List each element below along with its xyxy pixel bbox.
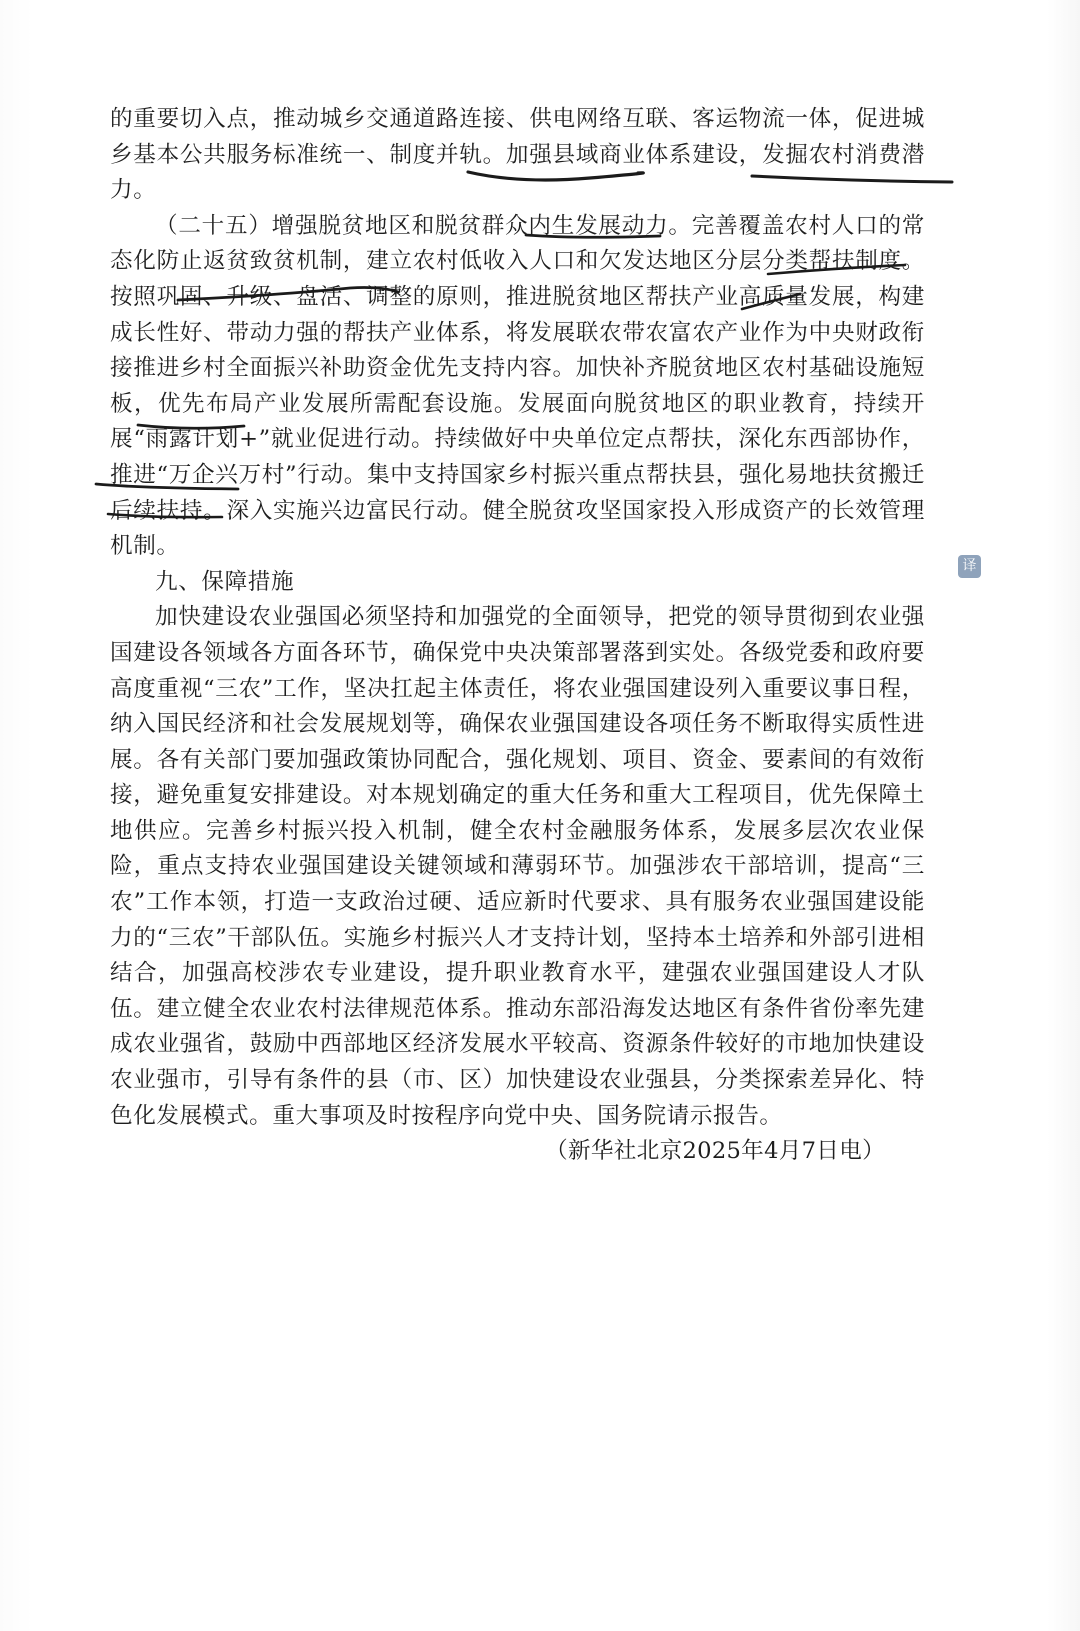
document-body: [110, 102, 925, 1170]
paragraph-safeguards: 加快建设农业强国必须坚持和加强党的全面领导，把党的领导贯彻到农业强国建设各领域各方面各环节，确保党中央决策部署落到实处。各级党委和政府要高度重视“三农”工作，坚决扛起主体责任，将农业强国建设列入重要议事日程，纳入国民经济和社会发展规划等，确保农业强国建设各项任务不断取得实质性进展。各有关部门要加强政策协同配合，强化规划、项目、资金、要素间的有效衔接，避免重复安排建设。对本规划确定的重大任务和重大工程项目，优先保障土地供应。完善乡村振兴投入机制，健全农村金融服务体系，发展多层次农业保险，重点支持农业强国建设关键领域和薄弱环节。加强涉农干部培训，提高“三农”工作本领，打造一支政治过硬、适应新时代要求、具有服务农业强国建设能力的“三农”干部队伍。实施乡村振兴人才支持计划，坚持本土培养和外部引进相结合，加强高校涉农专业建设，提升职业教育水平，建强农业强国建设人才队伍。建立健全农业农村法律规范体系。推动东部沿海发达地区有条件省份率先建成农业强省，鼓励中西部地区经济发展水平较高、资源条件较好的市地加快建设农业强市，引导有条件的县（市、区）加快建设农业强县，分类探索差异化、特色化发展模式。重大事项及时按程序向党中央、国务院请示报告。: [110, 604, 925, 1129]
section-heading-safeguards: 九、保障措施: [155, 568, 295, 595]
translate-button[interactable]: 译: [958, 555, 981, 578]
paragraph-poverty-alleviation: （二十五）增强脱贫地区和脱贫群众内生发展动力。完善覆盖农村人口的常态化防止返贫致贫机制，建立农村低收入人口和欠发达地区分层分类帮扶制度。按照巩固、升级、盘活、调整的原则，推进脱贫地区帮扶产业高质量发展，构建成长性好、带动力强的帮扶产业体系，将发展联农带农富农产业作为中央财政衔接推进乡村全面振兴补助资金优先支持内容。加快补齐脱贫地区农村基础设施短板，优先布局产业发展所需配套设施。发展面向脱贫地区的职业教育，持续开展“雨露计划+”就业促进行动。持续做好中央单位定点帮扶，深化东西部协作，推进“万企兴万村”行动。集中支持国家乡村振兴重点帮扶县，强化易地扶贫搬迁后续扶持。深入实施兴边富民行动。健全脱贫攻坚国家投入形成资产的长效管理机制。: [110, 212, 925, 560]
paragraph-rural-infrastructure: 的重要切入点，推动城乡交通道路连接、供电网络互联、客运物流一体，促进城乡基本公共服务标准统一、制度并轨。加强县域商业体系建设，发掘农村消费潜力。: [110, 106, 925, 204]
dateline: （新华社北京2025年4月7日电）: [545, 1138, 885, 1165]
